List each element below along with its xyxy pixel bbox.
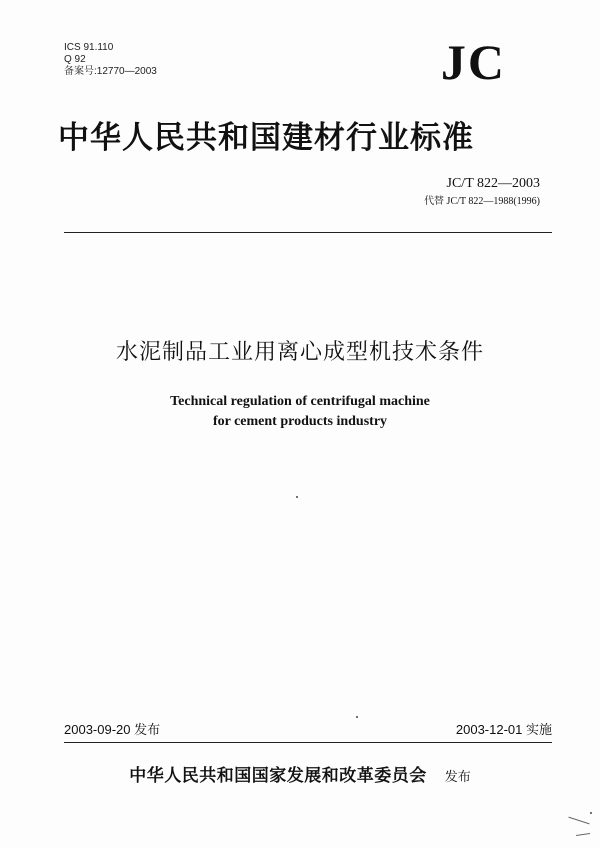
issuer-organization: 中华人民共和国国家发展和改革委员会 (129, 766, 427, 786)
document-title-en-line1: Technical regulation of centrifugal machine (170, 394, 430, 409)
standard-number-block (424, 176, 540, 210)
bottom-divider (64, 742, 552, 743)
document-title-en (0, 392, 600, 432)
issue-date: 2003-09-20 发布 (64, 722, 161, 737)
header-title: 中华人民共和国建材行业标准 (58, 120, 474, 156)
document-title-en-line2: for cement products industry (212, 414, 388, 429)
record-number: 备案号:12770—2003 (64, 66, 157, 77)
jc-logo: JC (440, 34, 506, 90)
scan-speck (356, 716, 358, 718)
scan-scratch (576, 833, 590, 836)
document-title-cn: 水泥制品工业用离心成型机技术条件 (115, 340, 484, 365)
issuer-line (0, 764, 600, 790)
issuer-action: 发布 (444, 770, 471, 785)
ics-code: ICS 91.110 (64, 42, 114, 53)
standard-number: JC/T 822—2003 (446, 176, 540, 191)
implementation-date: 2003-12-01 实施 (455, 722, 552, 737)
scan-speck (296, 496, 298, 498)
scan-scratch (568, 817, 589, 825)
classification-code: Q 92 (64, 54, 86, 65)
replaces-standard: 代替 JC/T 822—1988(1996) (424, 196, 540, 207)
top-divider (64, 232, 552, 233)
classification-block (64, 42, 157, 78)
scan-speck (590, 812, 592, 814)
